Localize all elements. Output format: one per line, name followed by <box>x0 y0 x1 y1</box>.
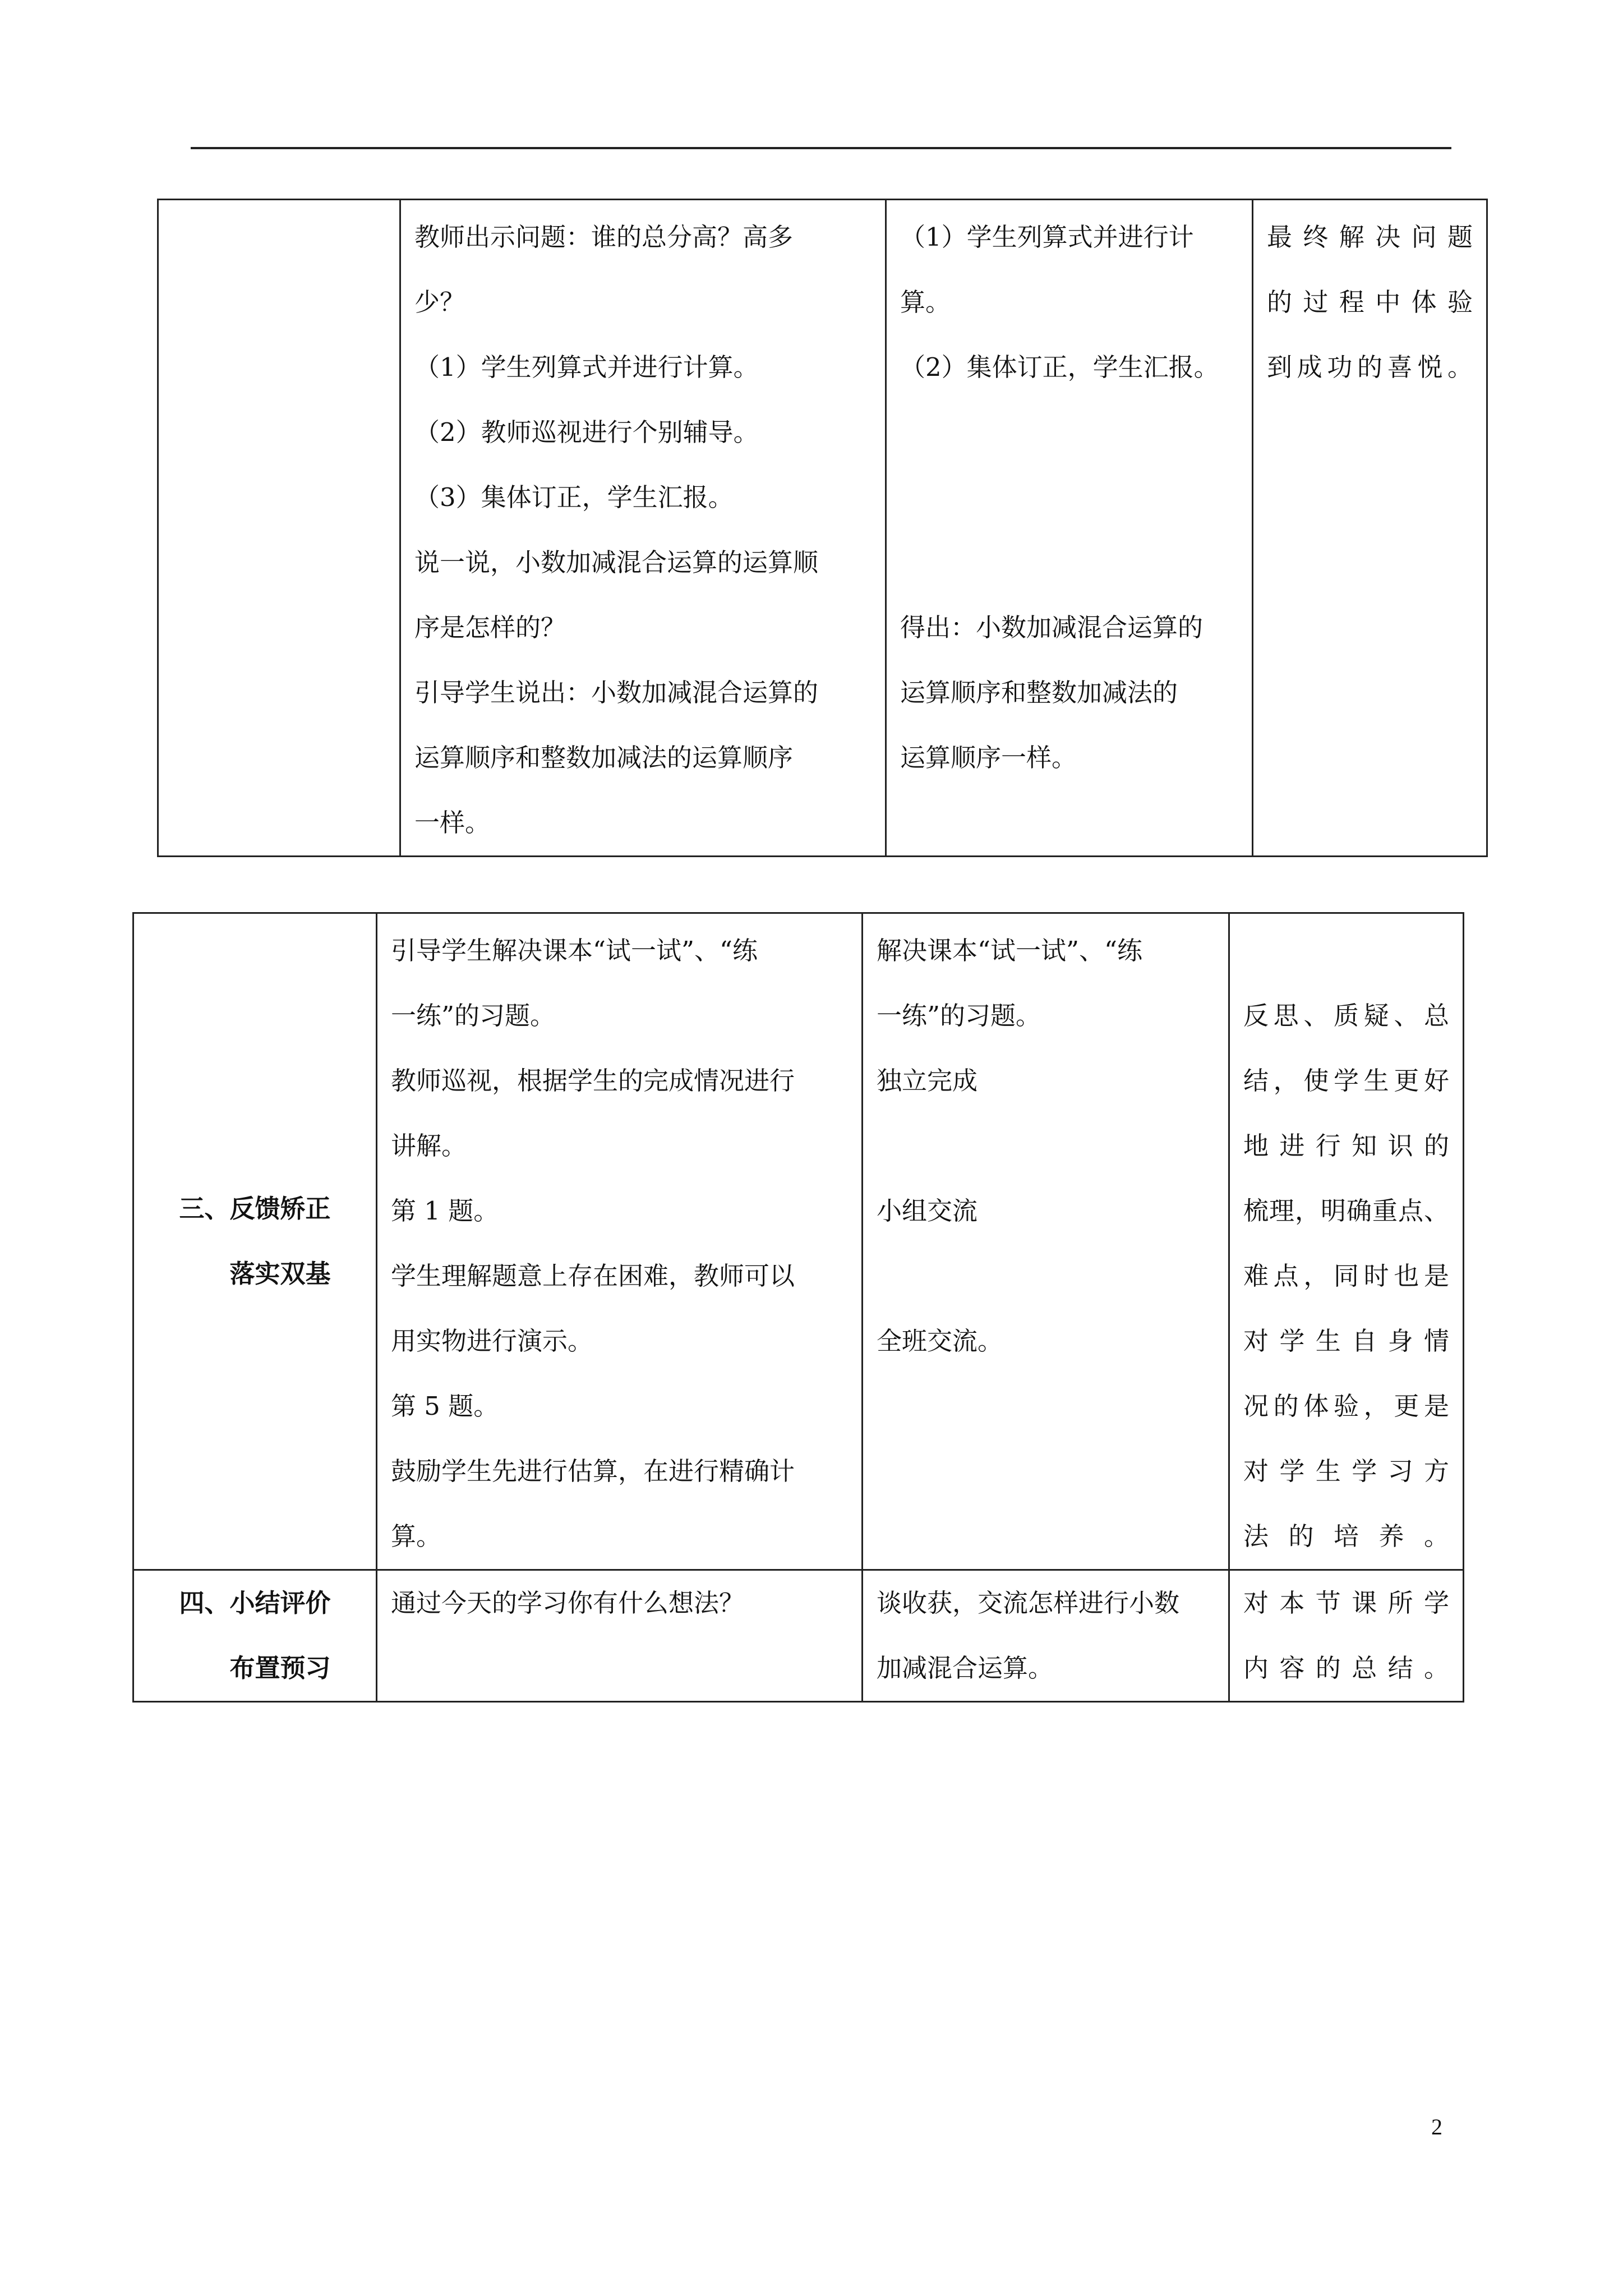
student-activity-cell <box>886 200 1253 857</box>
spacer <box>900 400 1238 465</box>
student-activity-cell <box>863 1570 1229 1702</box>
table-row <box>133 913 1464 1570</box>
student-line: 独立完成 <box>877 1066 978 1096</box>
design-intent-cell <box>1229 1570 1464 1702</box>
teacher-activity-cell <box>400 200 886 857</box>
table-row <box>133 1570 1464 1702</box>
teacher-line: 序是怎样的？ <box>414 613 566 642</box>
stage-title: 四、小结评价 <box>179 1588 331 1618</box>
teacher-line: 运算顺序和整数加减法的运算顺序 <box>414 743 794 772</box>
teacher-line: 算。 <box>391 1521 442 1551</box>
teacher-line: 说一说，小数加减混合运算的运算顺 <box>414 547 819 577</box>
stage-subtitle: 落实双基 <box>229 1259 331 1289</box>
intent-line: 对本节课所学 <box>1243 1588 1449 1618</box>
teacher-line: 学生理解题意上存在困难，教师可以 <box>391 1261 795 1291</box>
intent-line: 内容的总结。 <box>1243 1653 1449 1683</box>
intent-line: 结，使学生更好 <box>1243 1066 1449 1096</box>
lesson-table-continued <box>157 199 1488 857</box>
student-activity-cell <box>863 913 1229 1570</box>
teacher-line: 引导学生解决课本“试一试”、“练 <box>391 936 758 965</box>
student-line: 全班交流。 <box>877 1326 1003 1356</box>
intent-line: 况的体验，更是 <box>1243 1391 1449 1421</box>
spacer <box>900 530 1238 595</box>
student-line: 谈收获，交流怎样进行小数 <box>877 1588 1180 1618</box>
intent-line: 的过程中体验 <box>1267 287 1473 317</box>
teacher-line: （1）学生列算式并进行计算。 <box>414 352 759 382</box>
spacer <box>877 1114 1215 1179</box>
intent-line: 法的培养。 <box>1243 1521 1449 1551</box>
student-line: 解决课本“试一试”、“练 <box>877 936 1143 965</box>
stage-title: 三、反馈矫正 <box>179 1194 331 1223</box>
spacer <box>1243 918 1449 983</box>
teacher-line: 第 1 题。 <box>391 1196 499 1226</box>
student-line: 运算顺序和整数加减法的 <box>900 678 1178 707</box>
intent-line: 梳理，明确重点、 <box>1243 1196 1449 1226</box>
teacher-line: （2）教师巡视进行个别辅导。 <box>414 417 759 447</box>
student-line: 一练”的习题。 <box>877 1001 1041 1030</box>
teacher-line: 鼓励学生先进行估算，在进行精确计 <box>391 1456 795 1486</box>
intent-line: 对学生自身情 <box>1243 1326 1449 1356</box>
student-line: 加减混合运算。 <box>877 1653 1054 1683</box>
teacher-activity-cell <box>377 1570 863 1702</box>
header-rule <box>191 147 1451 149</box>
teacher-line: 一样。 <box>414 808 491 838</box>
design-intent-cell <box>1253 200 1487 857</box>
teacher-line: （3）集体订正，学生汇报。 <box>414 482 734 512</box>
page-number: 2 <box>1431 2114 1442 2139</box>
intent-line: 对学生学习方 <box>1243 1456 1449 1486</box>
stage-cell <box>133 913 377 1570</box>
teacher-line: 用实物进行演示。 <box>391 1326 593 1356</box>
lesson-table <box>132 912 1464 1703</box>
teacher-line: 讲解。 <box>391 1131 467 1161</box>
intent-line: 反思、质疑、总 <box>1243 1001 1449 1030</box>
teacher-line: 第 5 题。 <box>391 1391 499 1421</box>
student-line: 算。 <box>900 287 951 317</box>
teacher-line: 教师出示问题：谁的总分高？高多 <box>414 222 794 252</box>
student-line: 得出：小数加减混合运算的 <box>900 613 1204 642</box>
teacher-activity-cell <box>377 913 863 1570</box>
teacher-line: 教师巡视，根据学生的完成情况进行 <box>391 1066 795 1096</box>
spacer <box>900 465 1238 530</box>
teacher-line: 通过今天的学习你有什么想法？ <box>391 1588 745 1618</box>
student-line: 运算顺序一样。 <box>900 743 1077 772</box>
intent-line: 最终解决问题 <box>1267 222 1473 252</box>
teacher-line: 一练”的习题。 <box>391 1001 556 1030</box>
intent-line: 地进行知识的 <box>1243 1131 1449 1161</box>
stage-cell <box>133 1570 377 1702</box>
teacher-line: 少？ <box>414 287 465 317</box>
student-line: 小组交流 <box>877 1196 978 1226</box>
table-row <box>158 200 1487 857</box>
intent-line: 难点，同时也是 <box>1243 1261 1449 1291</box>
spacer <box>877 1244 1215 1309</box>
design-intent-cell <box>1229 913 1464 1570</box>
student-line: （1）学生列算式并进行计 <box>900 222 1194 252</box>
stage-cell <box>158 200 400 857</box>
intent-line: 到成功的喜悦。 <box>1267 352 1473 382</box>
student-line: （2）集体订正，学生汇报。 <box>900 352 1219 382</box>
stage-subtitle: 布置预习 <box>229 1653 331 1683</box>
teacher-line: 引导学生说出：小数加减混合运算的 <box>414 678 819 707</box>
